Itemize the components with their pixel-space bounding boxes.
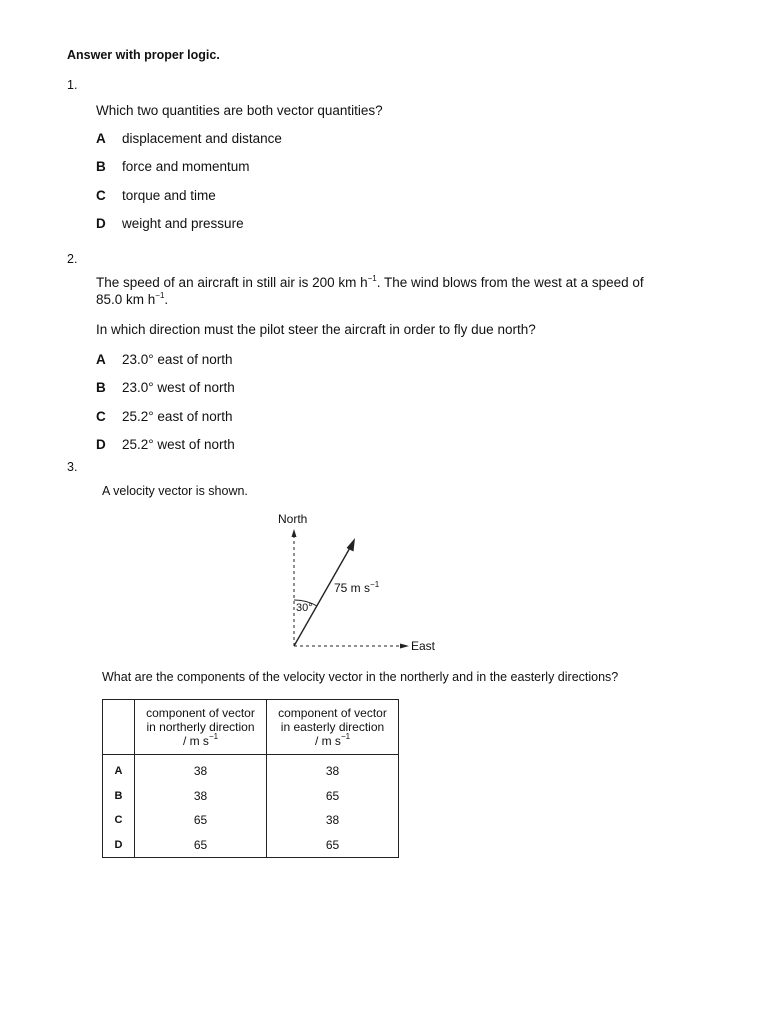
north-label: North	[278, 512, 308, 526]
question-2-text-line-2: 85.0 km $h^{-1}$.	[96, 291, 169, 307]
speed-label: 75 m $s^{-1}$	[334, 580, 380, 595]
option-letter: B	[96, 380, 106, 395]
question-1-text: Which two quantities are both vector quantities?	[96, 103, 383, 118]
easterly-value: 38	[267, 808, 399, 833]
option-letter: D	[96, 437, 106, 452]
option-letter: A	[96, 352, 106, 367]
row-letter: C	[103, 808, 135, 833]
table-row	[103, 833, 399, 858]
row-letter: A	[103, 755, 135, 784]
question-2-text-line-1: The speed of an aircraft in still air is 200 km $h^{-1}$. The wind blows from the west at a speed of	[96, 274, 644, 290]
option-letter: B	[96, 159, 106, 174]
option-letter: D	[96, 216, 106, 231]
header-northerly: component of vector in northerly direction / m $s^{-1}$	[135, 700, 267, 755]
option-text: weight and pressure	[122, 216, 244, 231]
row-letter: B	[103, 784, 135, 809]
table-row	[103, 808, 399, 833]
east-arrowhead	[400, 644, 409, 649]
option-text: 23.0° west of north	[122, 380, 235, 395]
option-letter: C	[96, 188, 106, 203]
easterly-value: 65	[267, 833, 399, 858]
table-corner-cell	[103, 700, 135, 755]
northerly-value: 38	[135, 784, 267, 809]
question-3-intro: A velocity vector is shown.	[102, 484, 248, 498]
northerly-value: 65	[135, 833, 267, 858]
velocity-vector-line	[294, 546, 351, 646]
row-letter: D	[103, 833, 135, 858]
table-row	[103, 784, 399, 809]
option-letter: A	[96, 131, 106, 146]
north-arrowhead	[292, 529, 297, 537]
header-easterly: component of vector in easterly direction / m $s^{-1}$	[267, 700, 399, 755]
velocity-vector-arrowhead	[347, 538, 356, 552]
northerly-value: 38	[135, 755, 267, 784]
question-3-question: What are the components of the velocity vector in the northerly and in the easterly directions?	[102, 670, 619, 684]
option-letter: C	[96, 409, 106, 424]
angle-label: 30°	[296, 602, 313, 614]
question-3-number: 3.	[67, 460, 78, 474]
northerly-value: 65	[135, 808, 267, 833]
question-1-number: 1.	[67, 78, 78, 92]
option-text: 25.2° west of north	[122, 437, 235, 452]
option-text: displacement and distance	[122, 131, 282, 146]
components-table	[102, 699, 399, 858]
question-2-question: In which direction must the pilot steer the aircraft in order to fly due north?	[96, 322, 536, 337]
east-label: East	[411, 639, 436, 653]
easterly-value: 65	[267, 784, 399, 809]
question-2-number: 2.	[67, 252, 78, 266]
option-text: force and momentum	[122, 159, 250, 174]
table-row	[103, 755, 399, 784]
option-text: torque and time	[122, 188, 216, 203]
option-text: 25.2° east of north	[122, 409, 233, 424]
option-text: 23.0° east of north	[122, 352, 233, 367]
easterly-value: 38	[267, 755, 399, 784]
page-heading: Answer with proper logic.	[67, 48, 220, 62]
table-header-row	[103, 700, 399, 755]
